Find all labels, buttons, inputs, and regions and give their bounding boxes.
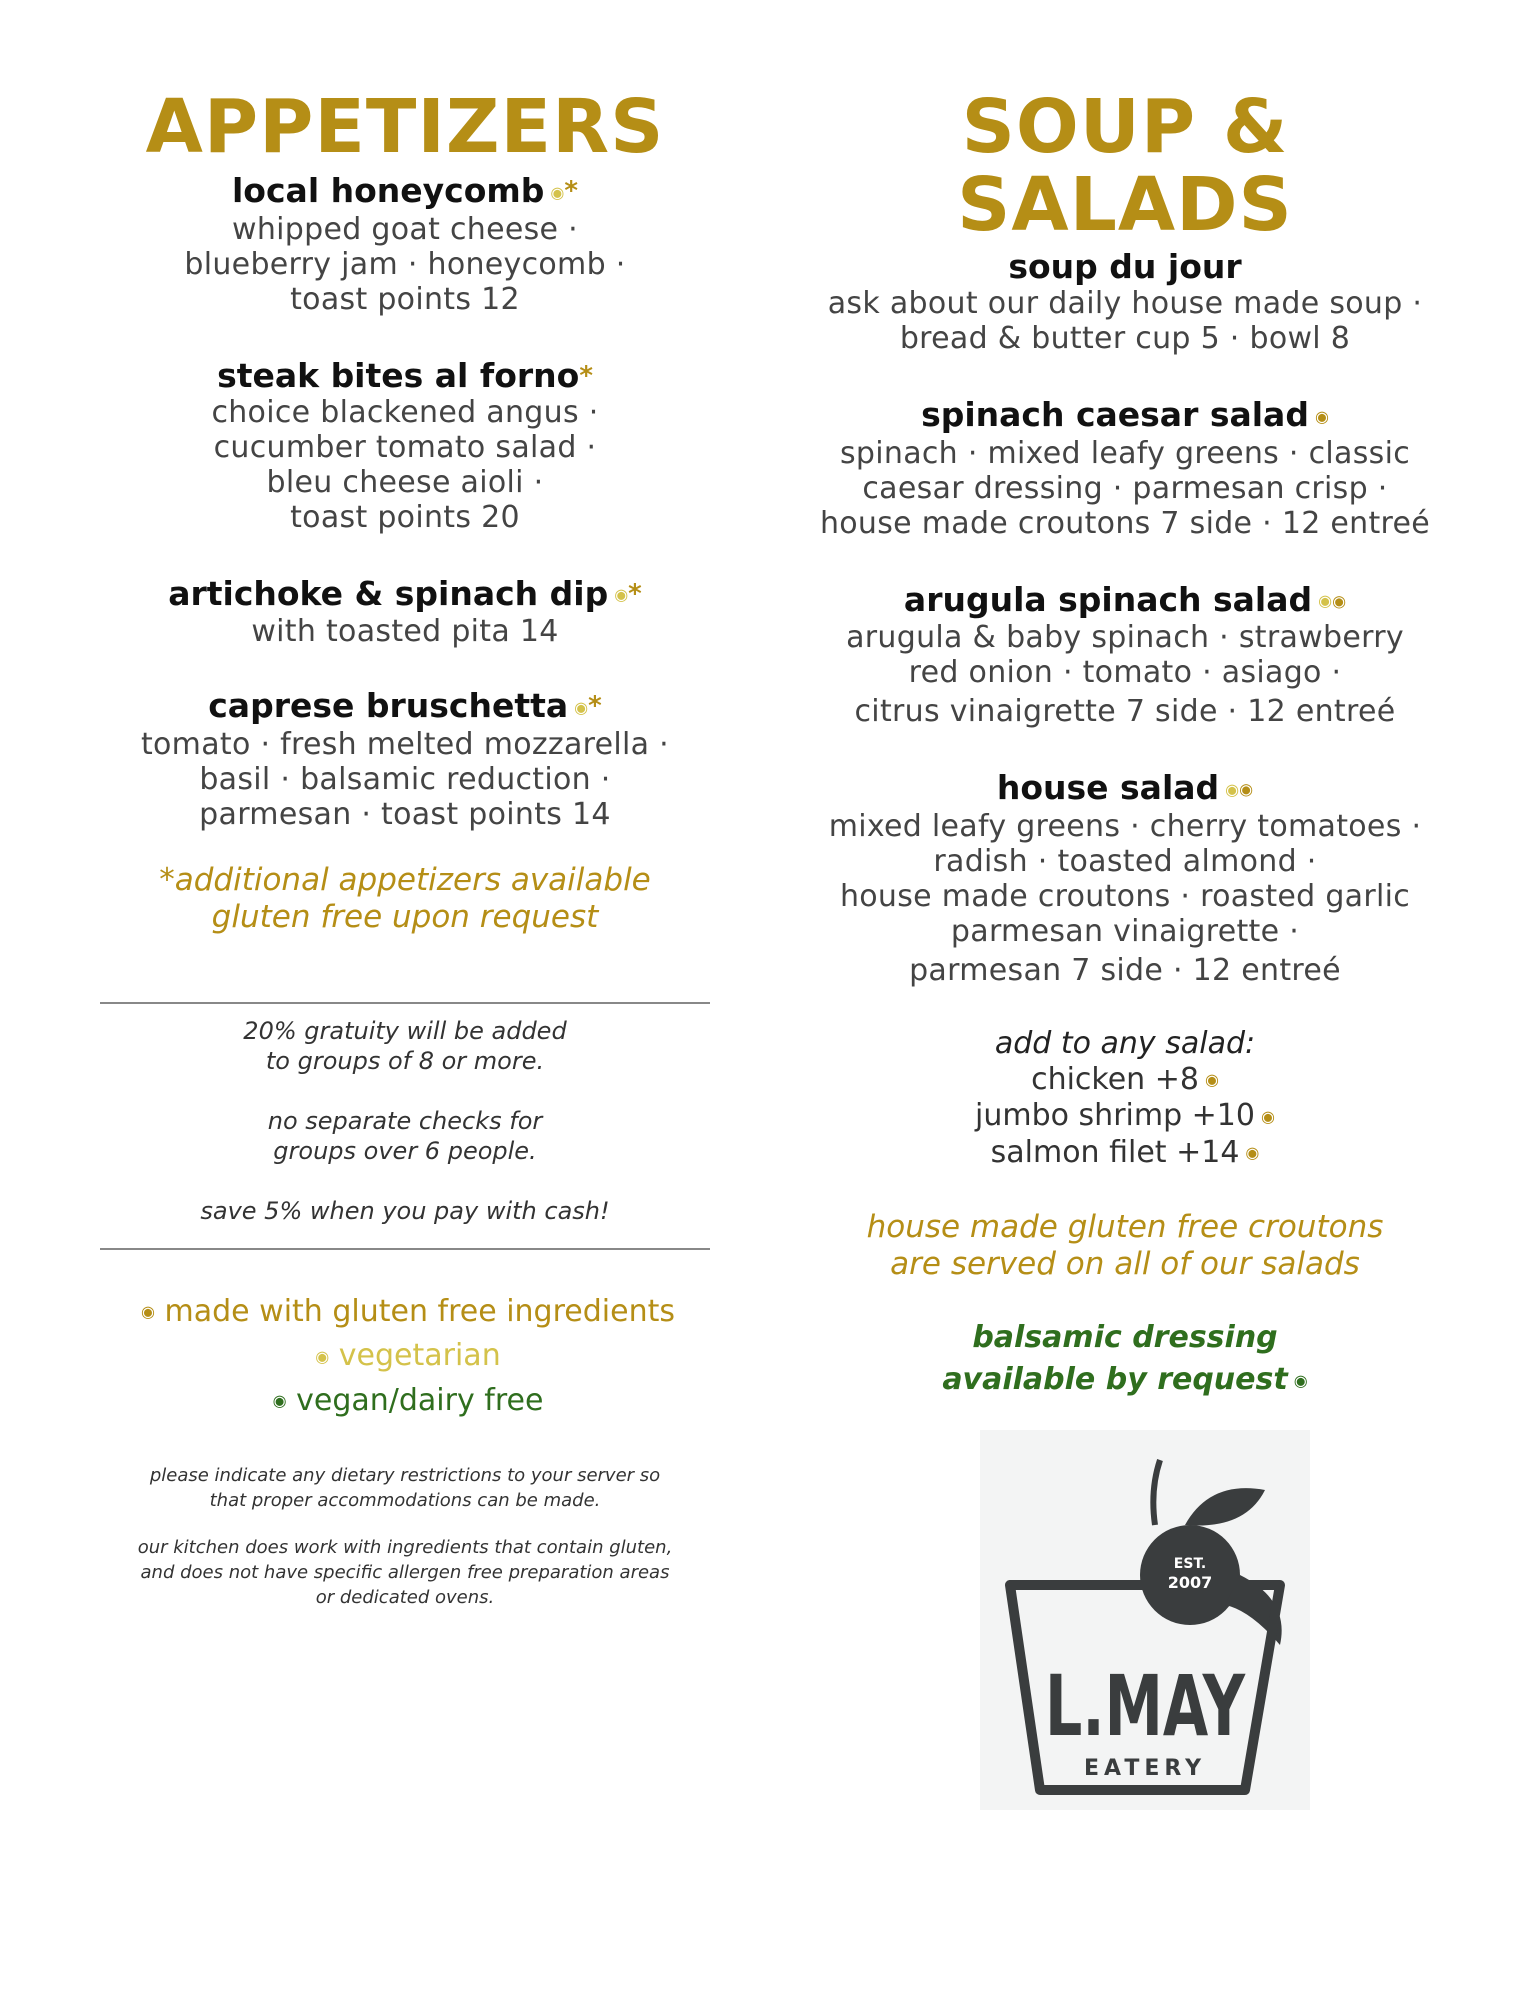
vegetarian-icon: ◉	[1318, 591, 1333, 610]
balsamic-note	[800, 1317, 1450, 1402]
item-desc: parmesan 7 side · 12 entreé	[909, 952, 1341, 988]
item-desc: bread & butter cup 5 · bowl 8	[899, 321, 1351, 356]
menu-item-arugula-spinach	[800, 581, 1450, 730]
menu-item-house-salad	[800, 769, 1450, 988]
logo-sub: EATERY	[1083, 1756, 1207, 1781]
item-name: caprese bruschetta	[208, 686, 569, 725]
gf-note-line: additional appetizers available	[174, 861, 651, 898]
item-desc: toast points 12	[290, 281, 520, 317]
menu-item-artichoke-dip	[90, 575, 720, 650]
salad-addons	[800, 1026, 1450, 1172]
item-desc: parmesan · toast points 14	[199, 796, 611, 832]
legend-label: made with gluten free ingredients	[164, 1293, 675, 1329]
disclaimer	[90, 1463, 720, 1610]
item-desc: tomato · fresh melted mozzarella ·	[140, 726, 670, 762]
item-desc: parmesan vinaigrette ·	[950, 913, 1300, 949]
item-desc: choice blackened angus ·	[211, 394, 599, 430]
policy-line: no separate checks for	[267, 1106, 543, 1135]
vegan-icon: ◉	[272, 1391, 287, 1410]
menu-item-caprese-bruschetta	[90, 687, 720, 832]
vegetarian-icon: ◉	[315, 1346, 330, 1366]
policy-line: groups over 6 people.	[273, 1136, 537, 1165]
gluten-free-icon: ◉	[1239, 779, 1254, 799]
item-desc: with toasted pita 14	[251, 614, 559, 649]
logo-year: 2007	[1167, 1573, 1213, 1592]
item-desc: cucumber tomato salad ·	[213, 429, 597, 465]
addon-item: jumbo shrimp +10	[975, 1098, 1255, 1133]
legend-label: vegetarian	[338, 1338, 501, 1373]
vegan-icon: ◉	[1293, 1370, 1308, 1390]
divider	[100, 1248, 710, 1250]
policy-line: save 5% when you pay with cash!	[200, 1196, 610, 1225]
gluten-free-icon: ◉	[1314, 406, 1329, 426]
item-desc: whipped goat cheese ·	[232, 211, 578, 247]
item-desc: red onion · tomato · asiago ·	[908, 655, 1342, 690]
gluten-free-icon: ◉	[1260, 1106, 1275, 1126]
gluten-free-icon: ◉	[141, 1302, 155, 1321]
item-desc: arugula & baby spinach · strawberry	[846, 620, 1404, 655]
asterisk: *	[628, 578, 642, 609]
policies	[90, 1016, 720, 1226]
vegetarian-icon: ◉	[1225, 779, 1240, 799]
vegetarian-icon: ◉	[574, 697, 589, 717]
dietary-legend	[90, 1290, 720, 1424]
asterisk: *	[159, 861, 175, 898]
gluten-free-icon: ◉	[1204, 1070, 1219, 1089]
appetizers-column	[90, 0, 720, 1610]
crouton-note	[800, 1209, 1450, 1283]
item-name: artichoke & spinach dip	[168, 573, 609, 613]
menu-item-soup-du-jour	[800, 248, 1450, 356]
item-desc: house made croutons · roasted garlic	[839, 878, 1411, 914]
legend-label: vegan/dairy free	[296, 1382, 544, 1418]
menu-item-steak-bites	[90, 357, 720, 535]
crouton-note-line: house made gluten free croutons	[866, 1209, 1384, 1245]
item-desc: spinach · mixed leafy greens · classic	[839, 435, 1411, 471]
policy-line: 20% gratuity will be added	[243, 1016, 567, 1045]
addon-item: chicken +8	[1031, 1061, 1199, 1097]
item-name: spinach caesar salad	[921, 395, 1309, 434]
disclaimer-line: please indicate any dietary restrictions to your server so	[149, 1465, 661, 1486]
gluten-free-icon: ◉	[1245, 1143, 1260, 1162]
item-name: local honeycomb	[232, 171, 545, 210]
soups-title: SOUP &	[961, 84, 1289, 170]
logo-est: EST.	[1173, 1556, 1207, 1572]
item-desc: citrus vinaigrette 7 side · 12 entreé	[854, 694, 1396, 729]
vegetarian-icon: ◉	[550, 182, 565, 202]
item-desc: ask about our daily house made soup ·	[827, 286, 1423, 321]
balsamic-note-line: balsamic dressing	[972, 1320, 1278, 1355]
item-desc: bleu cheese aioli ·	[266, 464, 544, 500]
item-desc: house made croutons 7 side · 12 entreé	[819, 505, 1431, 541]
item-name: house salad	[996, 768, 1220, 807]
asterisk: *	[564, 176, 578, 206]
item-desc: mixed leafy greens · cherry tomatoes ·	[828, 808, 1422, 844]
appetizers-title: APPETIZERS	[145, 84, 665, 170]
menu-item-local-honeycomb	[90, 172, 720, 317]
crouton-note-line: are served on all of our salads	[890, 1246, 1360, 1282]
item-name: arugula spinach salad	[903, 579, 1313, 619]
item-desc: basil · balsamic reduction ·	[199, 761, 611, 797]
disclaimer-line: that proper accommodations can be made.	[209, 1490, 601, 1511]
disclaimer-line: and does not have specific allergen free preparation areas	[140, 1562, 670, 1583]
asterisk: *	[588, 691, 602, 721]
soups-salads-column	[800, 0, 1450, 1402]
item-desc: caesar dressing · parmesan crisp ·	[862, 470, 1388, 506]
addon-heading: add to any salad:	[994, 1025, 1256, 1061]
logo-graphic	[980, 1430, 1310, 1810]
disclaimer-line: or dedicated ovens.	[315, 1587, 495, 1608]
item-name: steak bites al forno	[217, 355, 580, 395]
gluten-free-appetizer-note	[90, 862, 720, 936]
addon-item: salmon filet +14	[990, 1134, 1240, 1170]
divider	[100, 1002, 710, 1004]
item-desc: radish · toasted almond ·	[933, 843, 1317, 879]
asterisk: *	[579, 360, 593, 391]
gluten-free-icon: ◉	[1332, 591, 1347, 610]
lmay-eatery-logo	[980, 1430, 1310, 1810]
gf-note-line: gluten free upon request	[211, 898, 599, 935]
disclaimer-line: our kitchen does work with ingredients that contain gluten,	[137, 1537, 673, 1558]
logo-name: L.MAY	[1045, 1657, 1246, 1755]
item-name: soup du jour	[1008, 247, 1242, 286]
soups-title: SALADS	[957, 162, 1293, 248]
vegetarian-icon: ◉	[614, 585, 629, 604]
menu-item-spinach-caesar	[800, 396, 1450, 541]
item-desc: toast points 20	[290, 499, 520, 535]
policy-line: to groups of 8 or more.	[265, 1046, 545, 1075]
item-desc: blueberry jam · honeycomb ·	[184, 246, 626, 282]
balsamic-note-line: available by request	[942, 1362, 1288, 1397]
